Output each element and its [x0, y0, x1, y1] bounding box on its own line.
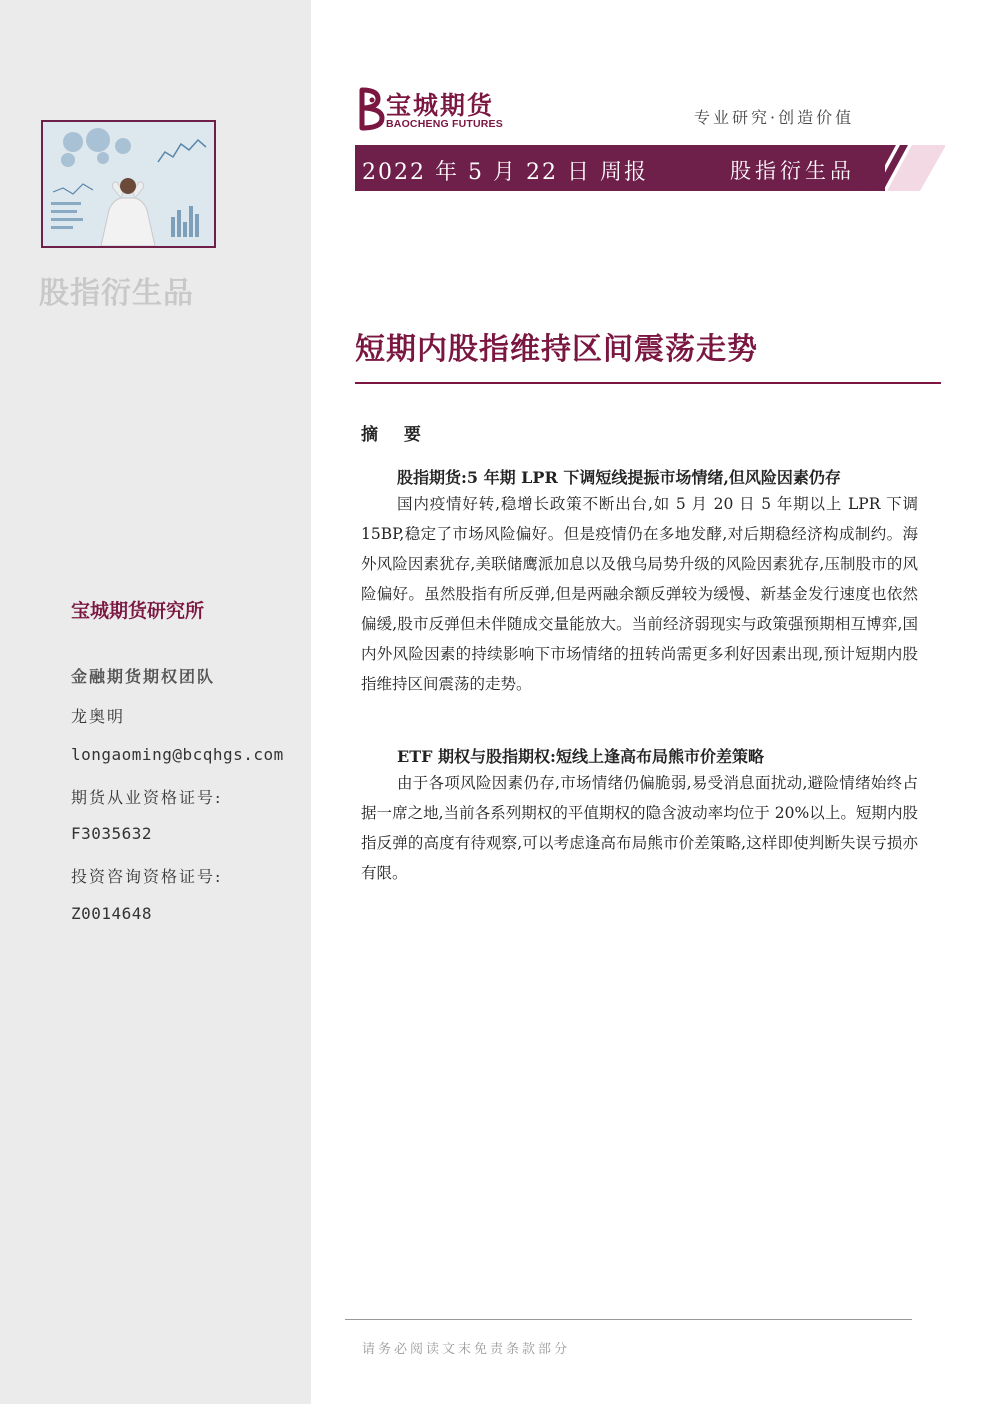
section-heading: 股指期货:5 年期 LPR 下调短线提振市场情绪,但风险因素仍存: [397, 468, 841, 487]
title-divider: [355, 382, 941, 384]
banner-stripes: [860, 145, 945, 191]
cover-image: [41, 120, 216, 248]
company-logo: [356, 86, 526, 132]
slogan: 专业研究·创造价值: [694, 108, 855, 127]
logo-english-name: BAOCHENG FUTURES: [386, 118, 503, 130]
footer-divider: [345, 1319, 912, 1320]
futures-cert-label: 期货从业资格证号:: [71, 788, 223, 807]
section-heading: ETF 期权与股指期权:短线上逢高布局熊市价差策略: [397, 747, 764, 766]
report-category: 股指衍生品: [730, 159, 855, 183]
disclaimer-note[interactable]: 请务必阅读文末免责条款部分: [362, 1342, 571, 1357]
section-paragraph: 国内疫情好转,稳增长政策不断出台,如 5 月 20 日 5 年期以上 LPR 下调 15BP,稳定了市场风险偏好。但是疫情仍在多地发酵,对后期稳经济构成制约。海外风险因素犹存,美联储鹰派加息以及俄乌局势升级的风险因素犹存,压制股市的风险偏好。虽然股指有所反弹,但是两融余额反弹较为缓慢、新基金发行速度也依然偏缓,股市反弹但未伴随成交量能放大。当前经济弱现实与政策强预期相互博弈,国内外风险因素的持续影响下市场情绪的扭转尚需更多利好因素出现,预计短期内股指维持区间震荡的走势。: [361, 495, 918, 693]
section-paragraph: 由于各项风险因素仍存,市场情绪仍偏脆弱,易受消息面扰动,避险情绪始终占据一席之地,当前各系列期权的平值期权的隐含波动率均位于 20%以上。短期内股指反弹的高度有待观察,可以考虑逢高布局熊市价差策略,这样即使判断失误亏损亦有限。: [361, 774, 918, 882]
report-title: 短期内股指维持区间震荡走势: [355, 332, 758, 367]
cover-illustration: [43, 122, 214, 246]
futures-cert-number: F3035632: [71, 824, 153, 843]
abstract-heading: 摘 要: [361, 425, 431, 445]
logo-mark-icon: [356, 86, 386, 132]
analyst-email[interactable]: longaoming@bcqhgs.com: [71, 745, 284, 764]
logo-chinese-name: 宝城期货: [386, 91, 495, 120]
sidebar-section-title: 股指衍生品: [39, 276, 194, 311]
advisory-cert-number: Z0014648: [71, 904, 153, 923]
advisory-cert-label: 投资咨询资格证号:: [71, 867, 223, 886]
team-name: 金融期货期权团队: [71, 667, 216, 686]
research-institute: 宝城期货研究所: [71, 600, 205, 622]
analyst-name: 龙奥明: [71, 707, 126, 726]
report-date-type: 2022 年 5 月 22 日 周报: [362, 160, 648, 185]
